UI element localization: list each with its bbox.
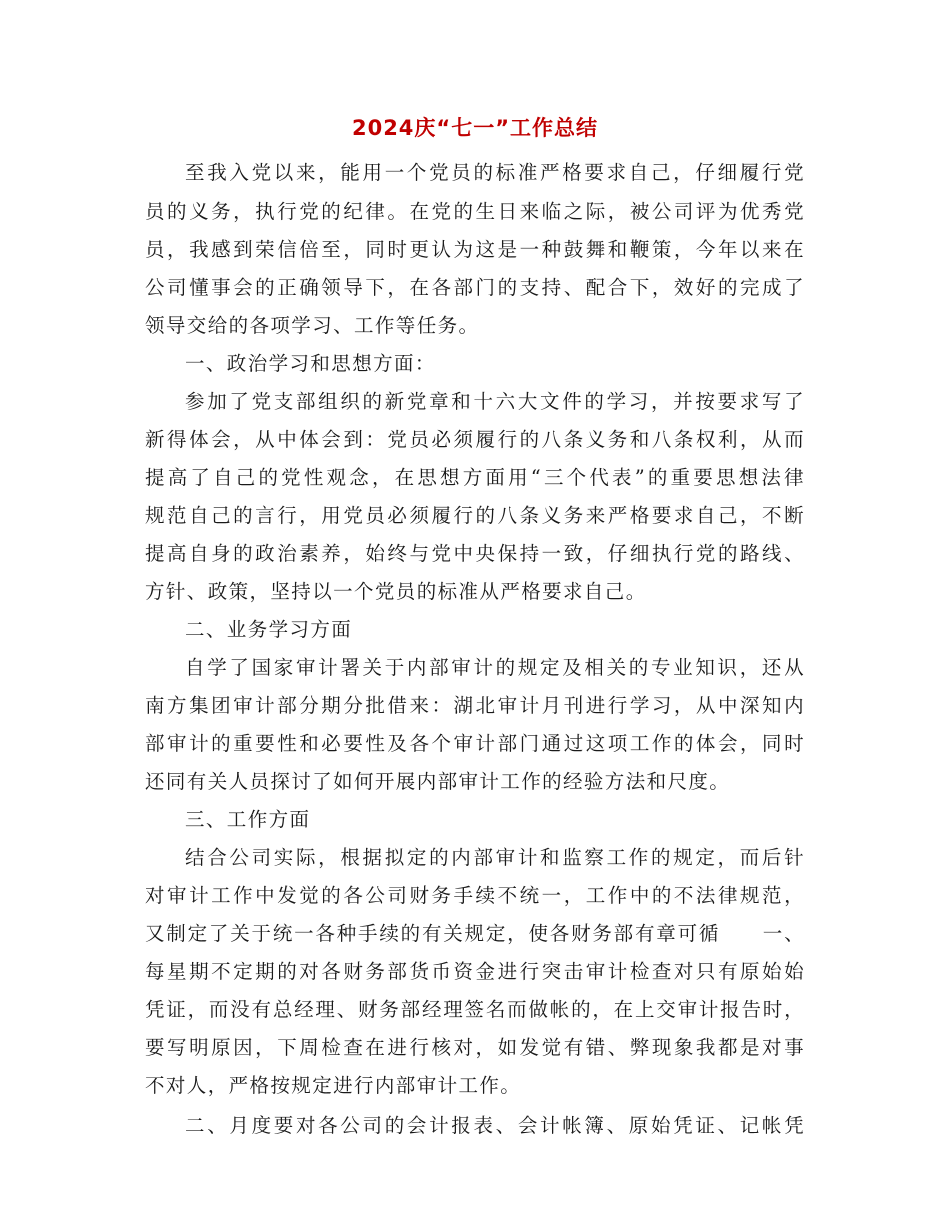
document-title: 2024庆“七一”工作总结 [351,116,599,140]
paragraph-line: 领导交给的各项学习、工作等任务。 [145,314,480,337]
paragraph-line: 不对人，严格按规定进行内部审计工作。 [145,1074,522,1097]
paragraph-line: 规范自己的言行，用党员必须履行的八条义务来严格要求自己，不断 [145,504,805,527]
paragraph-line: 员，我感到荣信倍至，同时更认为这是一种鼓舞和鞭策，今年以来在 [145,238,805,261]
paragraph-line: 结合公司实际，根据拟定的内部审计和监察工作的规定，而后针 [185,846,805,869]
paragraph-line: 要写明原因，下周检查在进行核对，如发觉有错、弊现象我都是对事 [145,1036,805,1059]
paragraph-line: 提高自身的政治素养，始终与党中央保持一致，仔细执行党的路线、 [145,542,805,565]
paragraph-line: 二、月度要对各公司的会计报表、会计帐簿、原始凭证、记帐凭 [185,1114,805,1137]
paragraph-line: 凭证，而没有总经理、财务部经理签名而做帐的，在上交审计报告时， [145,998,805,1021]
paragraph-line: 至我入党以来，能用一个党员的标准严格要求自己，仔细履行党 [185,161,805,184]
paragraph-line: 方针、政策，坚持以一个党员的标准从严格要求自己。 [145,580,647,603]
paragraph-line: 每星期不定期的对各财务部货币资金进行突击审计检查对只有原始始 [145,960,805,983]
paragraph-line: 还同有关人员探讨了如何开展内部审计工作的经验方法和尺度。 [145,770,731,793]
paragraph-line: 自学了国家审计署关于内部审计的规定及相关的专业知识，还从 [185,656,805,679]
paragraph-line: 南方集团审计部分期分批借来：湖北审计月刊进行学习，从中深知内 [145,694,805,717]
section-heading: 一、政治学习和思想方面： [185,352,436,375]
paragraph-line: 公司懂事会的正确领导下，在各部门的支持、配合下，效好的完成了 [145,276,805,299]
paragraph-line: 提高了自己的党性观念，在思想方面用“三个代表”的重要思想法律 [145,466,805,489]
paragraph-line: 又制定了关于统一各种手续的有关规定，使各财务部有章可循 一、 [145,922,805,945]
paragraph-line: 员的义务，执行党的纪律。在党的生日来临之际，被公司评为优秀党 [145,200,805,223]
paragraph-line: 参加了党支部组织的新党章和十六大文件的学习，并按要求写了 [185,390,805,413]
paragraph-line: 新得体会，从中体会到：党员必须履行的八条义务和八条权利，从而 [145,428,805,451]
paragraph-line: 部审计的重要性和必要性及各个审计部门通过这项工作的体会，同时 [145,732,805,755]
section-heading: 二、业务学习方面 [185,618,353,641]
section-heading: 三、工作方面 [185,808,311,831]
paragraph-line: 对审计工作中发觉的各公司财务手续不统一，工作中的不法律规范， [145,884,805,907]
